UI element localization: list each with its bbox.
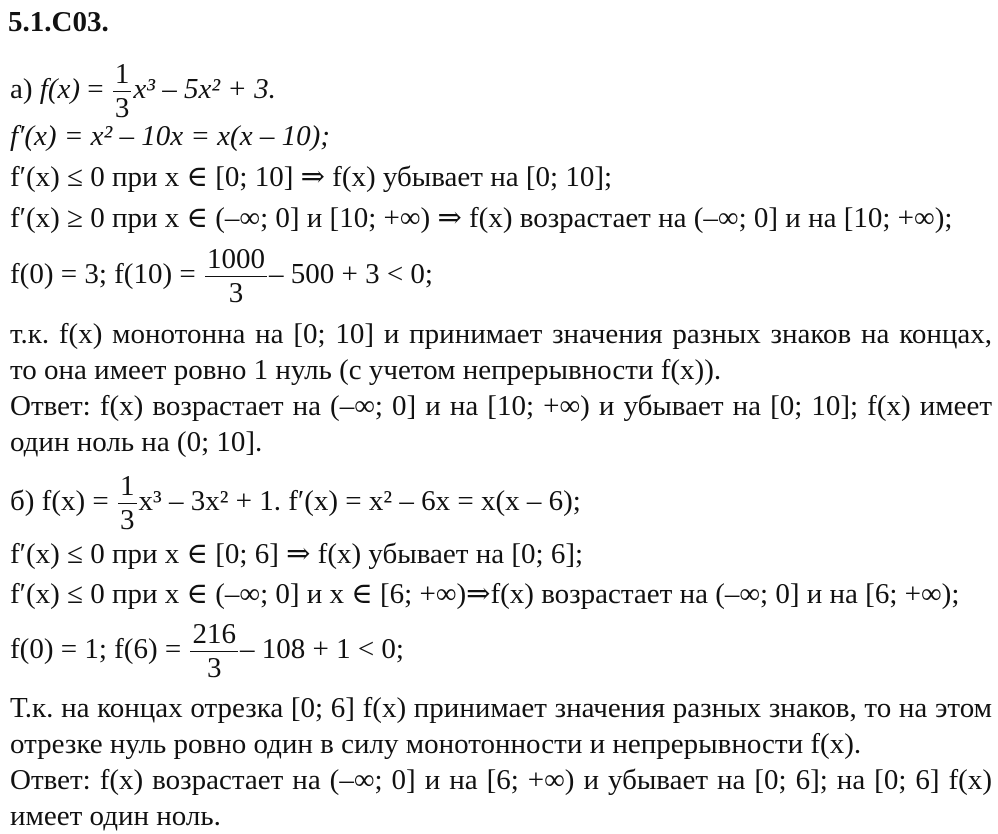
part-a-fx: f(x) [39, 73, 81, 106]
part-b-increasing: f′(x) ≤ 0 при x ∈ (–∞; 0] и x ∈ [6; +∞)⇒f(x) возрастает на (–∞; 0] и на [6; +∞); [10, 578, 960, 610]
part-a-function-rest: x³ – 5x² + 3. [133, 73, 276, 106]
problem-number: 5.1.C03. [8, 6, 109, 38]
part-a-values [10, 245, 433, 308]
part-b-function-rest: x³ – 3x² + 1. f′(x) = x² – 6x = x(x – 6); [138, 485, 581, 518]
part-b-function-lead: б) f(x) = [10, 485, 116, 518]
part-b-answer: Ответ: f(x) возрастает на (–∞; 0] и на [6; +∞) и убывает на [0; 6]; на [0; 6] f(x) имеет один ноль. [10, 764, 992, 832]
part-a-reasoning: т.к. f(x) монотонна на [0; 10] и принимает значения разных знаков на концах, то она имеет ровно 1 нуль (с учетом непрерывности f(x)). [10, 318, 992, 386]
part-b-values [10, 620, 404, 683]
part-a-label: а) [10, 73, 40, 106]
part-a-function [10, 60, 276, 123]
part-b-values-lead: f(0) = 1; f(6) = [10, 633, 189, 666]
part-a-derivative: f′(x) = x² – 10x = x(x – 10); [10, 120, 330, 152]
part-a-equals: = [80, 73, 111, 106]
part-a-values-rest: – 500 + 3 < 0; [268, 258, 433, 291]
fraction-one-third-a: $\frac{1}{3}$ [114, 58, 130, 124]
fraction-216-3: $\frac{216}{3}$ [192, 618, 236, 684]
part-a-increasing: f′(x) ≥ 0 при x ∈ (–∞; 0] и [10; +∞) ⇒ f(x) возрастает на (–∞; 0] и на [10; +∞); [10, 202, 953, 234]
part-b-decreasing: f′(x) ≤ 0 при x ∈ [0; 6] ⇒ f(x) убывает на [0; 6]; [10, 538, 584, 570]
part-b-reasoning: Т.к. на концах отрезка [0; 6] f(x) принимает значения разных знаков, то на этом отрезке нуль ровно один в силу монотонности и непрерывности f(x). [10, 692, 992, 760]
part-a-values-lead: f(0) = 3; f(10) = [10, 258, 203, 291]
part-a-decreasing: f′(x) ≤ 0 при x ∈ [0; 10] ⇒ f(x) убывает на [0; 10]; [10, 161, 613, 193]
part-b-values-rest: – 108 + 1 < 0; [239, 633, 404, 666]
part-b-function [10, 472, 581, 535]
fraction-one-third-b: $\frac{1}{3}$ [120, 470, 135, 536]
fraction-1000-3: $\frac{1000}{3}$ [206, 243, 265, 309]
part-a-answer: Ответ: f(x) возрастает на (–∞; 0] и на [10; +∞) и убывает на [0; 10]; f(x) имеет один ноль на (0; 10]. [10, 390, 992, 458]
